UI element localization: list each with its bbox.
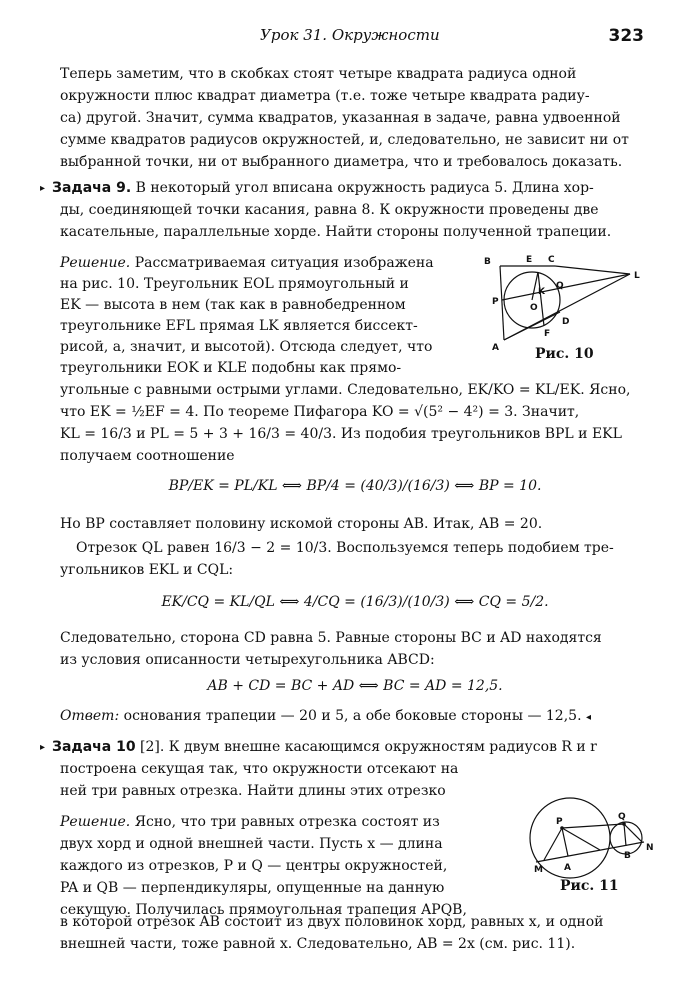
point-label-m: M <box>534 865 543 875</box>
formula-ab-cd: AB + CD = BC + AD ⟺ BC = AD = 12,5. <box>207 678 503 694</box>
task9-line: ды, соединяющей точки касания, равна 8. К окружности проведены две <box>60 202 599 218</box>
task9-first-line <box>52 178 594 199</box>
point-label-k: K <box>538 287 545 297</box>
point-label-o: O <box>530 303 538 313</box>
figure-11-diagram <box>520 790 660 890</box>
solution9-line: Отрезок QL равен 16/3 − 2 = 10/3. Воспользуемся теперь подобием тре- <box>76 540 614 556</box>
line-pl <box>502 274 630 300</box>
solution9-line: что EK = ½EF = 4. По теореме Пифагора KO = √(5² − 4²) = 3. Значит, <box>60 404 580 420</box>
radius-p-chord <box>562 828 600 850</box>
task10-line: построена секущая так, что окружности отсекают на <box>60 761 459 777</box>
task9-text: В некоторый угол вписана окружность радиуса 5. Длина хор- <box>135 180 594 196</box>
solution9-line: треугольнике EFL прямая LK является биссект- <box>60 318 418 334</box>
point-label-p: P <box>556 817 563 827</box>
solution10-line: каждого из отрезков, P и Q — центры окружностей, <box>60 858 448 874</box>
segment-ad <box>504 312 560 340</box>
task10-first-line <box>52 737 597 758</box>
solution9-line: на рис. 10. Треугольник EOL прямоугольный и <box>60 276 409 292</box>
solution10-label: Решение. <box>60 814 131 830</box>
solution9-first-line <box>60 253 434 274</box>
solution9-line: рисой, а, значит, и высотой). Отсюда следует, что <box>60 339 433 355</box>
task-marker-icon: ▸ <box>40 183 46 194</box>
point-label-d: D <box>562 317 570 327</box>
formula-bp: BP/EK = PL/KL ⟺ BP/4 = (40/3)/(16/3) ⟺ BP = 10. <box>168 478 542 494</box>
task9-label: Задача 9. <box>52 180 132 196</box>
solution9-line: Следовательно, сторона CD равна 5. Равные стороны BC и AD находятся <box>60 630 602 646</box>
task9-line: касательные, параллельные хорде. Найти стороны полученной трапеции. <box>60 224 612 240</box>
solution10-first-line <box>60 812 440 833</box>
figure-10-caption: Рис. 10 <box>535 346 594 362</box>
radius-qn <box>624 824 642 842</box>
task10-text: [2]. К двум внешне касающимся окружностям радиусов R и r <box>140 739 597 755</box>
intro-line: окружности плюс квадрат диаметра (т.е. тоже четыре квадрата радиу- <box>60 88 590 104</box>
answer-label: Ответ: <box>60 708 120 724</box>
solution10-text: Ясно, что три равных отрезка состоят из <box>134 814 440 830</box>
intro-line: Теперь заметим, что в скобках стоят четыре квадрата радиуса одной <box>60 66 577 82</box>
chord-ef <box>538 272 544 326</box>
solution9-line: получаем соотношение <box>60 448 235 464</box>
point-label-b: B <box>624 851 631 861</box>
solution9-line: треугольники EOK и KLE подобны как прямо- <box>60 360 402 376</box>
solution9-line: из условия описанности четырехугольника ABCD: <box>60 652 435 668</box>
solution10-line: PA и QB — перпендикуляры, опущенные на данную <box>60 880 445 896</box>
point-label-c: C <box>548 255 555 265</box>
point-label-q: Q <box>556 281 564 291</box>
end-marker-icon: ◂ <box>585 712 592 723</box>
center-q-dot <box>622 822 626 826</box>
point-label-f: F <box>544 329 551 339</box>
point-label-p: P <box>492 297 499 307</box>
figure-10-diagram <box>470 252 650 352</box>
point-label-b: B <box>484 257 491 267</box>
running-header <box>60 26 644 48</box>
header-title: Урок 31. Окружности <box>260 26 440 44</box>
solution10-line: внешней части, тоже равной x. Следовательно, AB = 2x (см. рис. 11). <box>60 936 576 952</box>
point-label-l: L <box>634 271 640 281</box>
answer-text: основания трапеции — 20 и 5, а обе боковые стороны — 12,5. <box>123 708 582 724</box>
point-label-n: N <box>646 843 654 853</box>
solution9-label: Решение. <box>60 255 131 271</box>
tangent-cl <box>555 266 630 274</box>
perpendicular-pa <box>562 828 568 856</box>
solution9-line: EK — высота в нем (так как в равнобедренном <box>60 297 406 313</box>
radius-pm <box>544 828 562 860</box>
formula-cq: EK/CQ = KL/QL ⟺ 4/CQ = (16/3)/(10/3) ⟺ CQ = 5/2. <box>161 594 549 610</box>
solution10-line: в которой отрезок AB состоит из двух половинок хорд, равных x, и одной <box>60 914 604 930</box>
solution10-line: секущую. Получилась прямоугольная трапеция APQB, <box>60 902 467 918</box>
point-label-q: Q <box>618 812 626 822</box>
task10-line: ней три равных отрезка. Найти длины этих отрезко <box>60 783 446 799</box>
solution9-line: угольные с равными острыми углами. Следовательно, EK/KO = KL/EK. Ясно, <box>60 382 631 398</box>
answer-line <box>60 706 591 728</box>
solution10-line: двух хорд и одной внешней части. Пусть x — длина <box>60 836 443 852</box>
point-label-e: E <box>526 255 533 265</box>
intro-line: са) другой. Значит, сумма квадратов, указанная в задаче, равна удвоенной <box>60 110 621 126</box>
trapezoid-side-ab <box>500 266 504 340</box>
figure-11-caption: Рис. 11 <box>560 878 619 894</box>
task10-label: Задача 10 <box>52 739 136 755</box>
solution9-line: Но BP составляет половину искомой стороны AB. Итак, AB = 20. <box>60 516 543 532</box>
intro-line: сумме квадратов радиусов окружностей, и, следовательно, не зависит ни от <box>60 132 629 148</box>
point-label-a: A <box>492 343 499 352</box>
point-label-a: A <box>564 863 571 873</box>
intro-line: выбранной точки, ни от выбранного диаметра, что и требовалось доказать. <box>60 154 623 170</box>
page-number: 323 <box>608 26 644 46</box>
solution9-text: Рассматриваемая ситуация изображена <box>134 255 434 271</box>
perpendicular-qb <box>624 824 626 846</box>
solution9-line: KL = 16/3 и PL = 5 + 3 + 16/3 = 40/3. Из подобия треугольников BPL и EKL <box>60 426 622 442</box>
task-marker-icon: ▸ <box>40 742 46 753</box>
solution9-line: угольников EKL и CQL: <box>60 562 234 578</box>
